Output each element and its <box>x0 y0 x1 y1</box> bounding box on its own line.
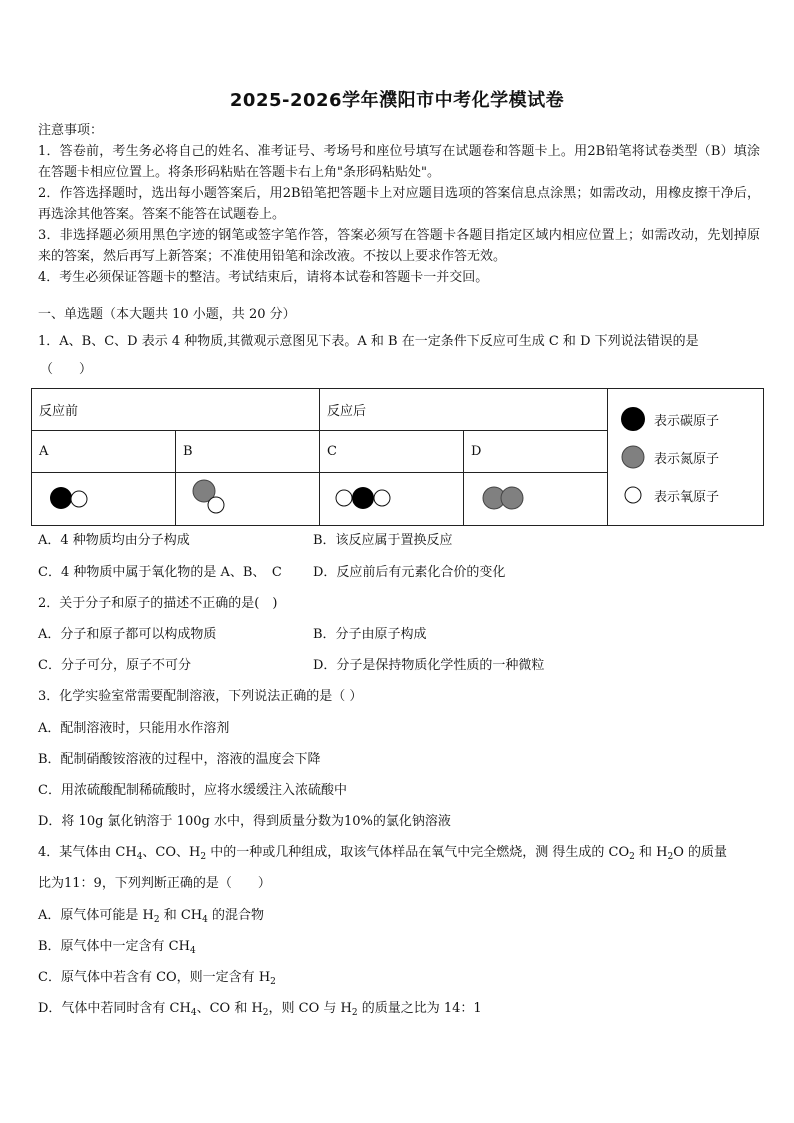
q4-a-part: A．原气体可能是 H <box>38 908 154 923</box>
q4-subscript: 4 <box>190 1008 197 1018</box>
legend-oxygen-label: 表示氧原子 <box>654 489 720 505</box>
q1-molecule-table <box>31 388 764 526</box>
q4-d-part: 、CO 和 H <box>196 1001 263 1016</box>
q1-option-c: C．4 种物质中属于氧化物的是 A、B、 C <box>38 565 282 580</box>
q2-option-d: D．分子是保持物质化学性质的一种微粒 <box>313 658 545 673</box>
legend-carbon <box>608 400 763 438</box>
q4-c-part: C．原气体中若含有 CO，则一定含有 H <box>38 970 271 985</box>
q1-answer-paren: （ ） <box>40 362 93 377</box>
section-heading: 一、单选题（本大题共 10 小题，共 20 分） <box>38 307 296 322</box>
q4-subscript: 2 <box>351 1008 358 1018</box>
q4-stem-line2: 比为11：9，下列判断正确的是（ ） <box>38 876 271 891</box>
legend-nitrogen <box>608 438 763 476</box>
notice-heading: 注意事项： <box>38 123 104 138</box>
nitrogen-atom-icon <box>620 444 646 470</box>
q4-option-c <box>38 968 276 988</box>
molecule-b-cell <box>176 473 320 526</box>
q4-subscript: 2 <box>200 852 207 862</box>
atom-legend <box>608 389 764 526</box>
q4-a-part: 和 CH <box>159 908 203 923</box>
q1-option-a: A．4 种物质均由分子构成 <box>38 533 190 548</box>
molecule-a-co-icon <box>39 477 109 517</box>
q1-stem: 1．A、B、C、D 表示 4 种物质,其微观示意图见下表。A 和 B 在一定条件下反应可生成 C 和 D 下列说法错误的是 <box>38 334 699 349</box>
molecule-b-no-icon <box>183 475 253 519</box>
q2-option-c: C．分子可分，原子不可分 <box>38 658 191 673</box>
q2-option-b: B．分子由原子构成 <box>313 627 427 642</box>
q4-stem-part: 4．某气体由 CH <box>38 845 137 860</box>
q4-subscript: 2 <box>262 1008 269 1018</box>
q4-subscript: 4 <box>189 946 196 956</box>
q4-stem-part: O 的质量 <box>673 845 727 860</box>
q1-option-b: B．该反应属于置换反应 <box>313 533 453 548</box>
q4-subscript: 2 <box>270 977 276 987</box>
notice-item-2: 2．作答选择题时，选出每小题答案后，用2B铅笔把答题卡上对应题目选项的答案信息点涂黑；如需改动，用橡皮擦干净后，再选涂其他答案。答案不能答在试题卷上。 <box>38 186 760 222</box>
q4-stem-line1 <box>38 843 760 863</box>
q4-option-b <box>38 937 196 957</box>
q2-stem: 2．关于分子和原子的描述不正确的是( ) <box>38 596 278 611</box>
q4-stem-part: 和 H <box>634 845 668 860</box>
q3-option-b: B．配制硝酸铵溶液的过程中，溶液的温度会下降 <box>38 752 321 767</box>
notice-item-1: 1．答卷前，考生务必将自己的姓名、准考证号、考场号和座位号填写在试题卷和答题卡上。用2B铅笔将试卷类型（B）填涂在答题卡相应位置上。将条形码粘贴在答题卡右上角"条形码粘贴处"。 <box>38 144 760 180</box>
notice-item-3: 3．非选择题必须用黑色字迹的钢笔或签字笔作答，答案必须写在答题卡各题目指定区域内相应位置上；如需改动，先划掉原来的答案，然后再写上新答案；不准使用铅笔和涂改液。不按以上要求作答无效。 <box>38 228 760 264</box>
q4-b-part: B．原气体中一定含有 CH <box>38 939 190 954</box>
notice-block <box>38 120 760 288</box>
q4-subscript: 2 <box>629 852 635 862</box>
q3-option-a: A．配制溶液时，只能用水作溶剂 <box>38 721 230 736</box>
q3-option-c: C．用浓硫酸配制稀硫酸时，应将水缓缓注入浓硫酸中 <box>38 783 347 798</box>
col-b-label: B <box>176 431 320 473</box>
legend-oxygen <box>608 476 763 514</box>
q4-stem-part: 中的一种或几种组成，取该气体样品在氧气中完全燃烧，测 得生成的 CO <box>206 845 630 860</box>
q4-d-part: 的质量之比为 14：1 <box>357 1001 482 1016</box>
q3-stem: 3．化学实验室常需要配制溶液，下列说法正确的是（ ） <box>38 689 363 704</box>
q4-stem-part: 、CO、H <box>142 845 201 860</box>
legend-nitrogen-label: 表示氮原子 <box>654 451 720 467</box>
oxygen-atom-icon <box>620 482 646 508</box>
q4-option-a <box>38 906 264 926</box>
q4-subscript: 2 <box>153 915 160 925</box>
q4-subscript: 4 <box>202 915 208 925</box>
q2-option-a: A．分子和原子都可以构成物质 <box>38 627 217 642</box>
q4-d-part: ，则 CO 与 H <box>268 1001 352 1016</box>
col-c-label: C <box>320 431 464 473</box>
col-a-label: A <box>32 431 176 473</box>
molecule-d-cell <box>464 473 608 526</box>
q4-subscript: 2 <box>667 852 674 862</box>
page-title: 2025-2026学年濮阳市中考化学模试卷 <box>229 90 565 111</box>
q1-option-d: D．反应前后有元素化合价的变化 <box>313 565 506 580</box>
q4-option-d <box>38 999 482 1019</box>
table-header-after: 反应后 <box>320 389 608 431</box>
legend-carbon-label: 表示碳原子 <box>654 413 720 429</box>
q4-a-part: 的混合物 <box>207 908 265 923</box>
table-header-before: 反应前 <box>32 389 320 431</box>
molecule-d-n2-icon <box>471 477 551 517</box>
q4-subscript: 4 <box>136 852 143 862</box>
carbon-atom-icon <box>620 406 646 432</box>
col-d-label: D <box>464 431 608 473</box>
molecule-c-co2-icon <box>327 477 407 517</box>
molecule-a-cell <box>32 473 176 526</box>
q4-d-part: D．气体中若同时含有 CH <box>38 1001 191 1016</box>
notice-item-4: 4．考生必须保证答题卡的整洁。考试结束后，请将本试卷和答题卡一并交回。 <box>38 270 489 285</box>
molecule-c-cell <box>320 473 464 526</box>
q3-option-d: D．将 10g 氯化钠溶于 100g 水中，得到质量分数为10%的氯化钠溶液 <box>38 814 451 829</box>
